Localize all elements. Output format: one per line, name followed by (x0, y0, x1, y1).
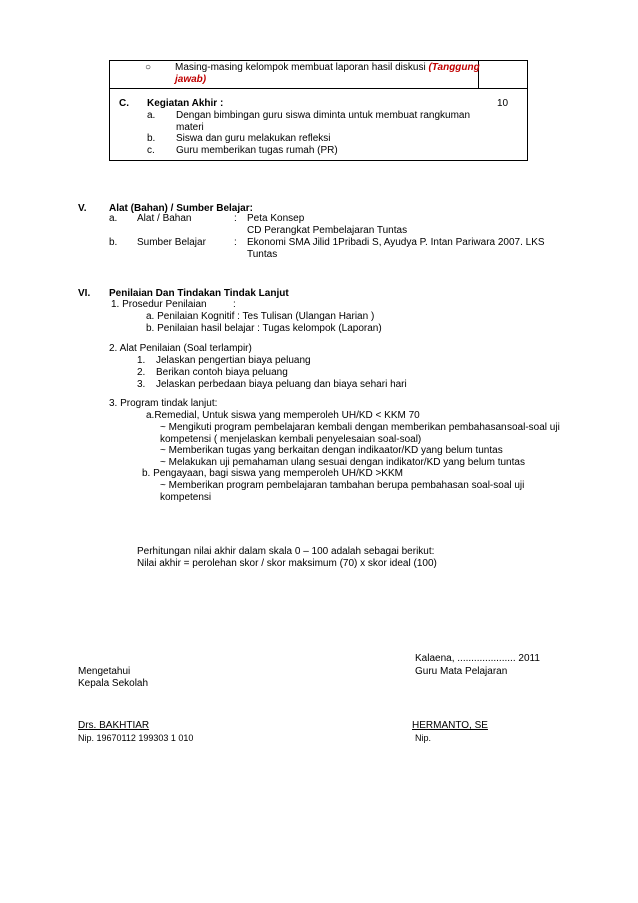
row1-text (175, 62, 480, 74)
sec5-row-letter: b. (109, 237, 118, 248)
pengayaan-item-cont: kompetensi (160, 492, 212, 503)
right-signer-name: HERMANTO, SE (412, 720, 488, 731)
section5-number: V. (78, 203, 87, 214)
section6-number: VI. (78, 288, 91, 299)
soal-text: Jelaskan perbedaan biaya peluang dan biaya sehari hari (156, 379, 407, 390)
prosedur-item-b: b. Penilaian hasil belajar : Tugas kelompok (Laporan) (146, 323, 382, 334)
left-signer-nip: Nip. 19670112 199303 1 010 (78, 733, 194, 743)
section5-title: Alat (Bahan) / Sumber Belajar: (109, 203, 253, 214)
row1-text-normal: Masing-masing kelompok membuat laporan hasil diskusi (175, 62, 429, 73)
row2-item-text: Siswa dan guru melakukan refleksi (176, 133, 331, 144)
prosedur-item-a: a. Penilaian Kognitif : Tes Tulisan (Ulangan Harian ) (146, 311, 375, 322)
table-border-right (527, 60, 528, 161)
left-signer-title: Mengetahui (78, 666, 131, 677)
row2-letter: C. (119, 98, 129, 109)
row1-text-red-2: jawab) (175, 74, 207, 85)
section6-title: Penilaian Dan Tindakan Tindak Lanjut (109, 288, 289, 299)
row1-text-red: (Tanggung (428, 62, 480, 73)
pengayaan-item: ~ Memberikan program pembelajaran tambahan berupa pembahasan soal-soal uji (160, 480, 525, 491)
sec5-row-label: Alat / Bahan (137, 213, 192, 224)
row2-item-text: Dengan bimbingan guru siswa diminta untuk membuat rangkuman (176, 110, 471, 121)
table-border-left (109, 60, 110, 161)
perhitungan-line: Perhitungan nilai akhir dalam skala 0 – 100 adalah sebagai berikut: (137, 546, 435, 557)
left-signer-name: Drs. BAKHTIAR (78, 720, 150, 731)
sec5-row-label: Sumber Belajar (137, 237, 206, 248)
row2-item-text-cont: materi (176, 122, 204, 133)
remedial-heading: a.Remedial, Untuk siswa yang memperoleh UH/KD < KKM 70 (146, 410, 420, 421)
soal-text: Berikan contoh biaya peluang (156, 367, 288, 378)
remedial-item-tail: soal-soal uji (507, 422, 560, 433)
table-border-top (109, 60, 528, 61)
right-signer-nip: Nip. (415, 733, 432, 743)
program-label: 3. Program tindak lanjut: (109, 398, 218, 409)
table-border-bottom (109, 160, 528, 161)
soal-num: 2. (137, 367, 146, 378)
place-date: Kalaena, ..................... 2011 (415, 653, 540, 664)
pengayaan-heading: b. Pengayaan, bagi siswa yang memperoleh UH/KD >KKM (142, 468, 403, 479)
alat-penilaian-label: 2. Alat Penilaian (Soal terlampir) (109, 343, 252, 354)
sec5-row-colon: : (234, 237, 237, 248)
remedial-item: ~ Mengikuti program pembelajaran kembali dengan memberikan pembahasan (160, 422, 507, 433)
bullet-circle: ○ (145, 62, 152, 73)
table-row-divider (109, 88, 528, 89)
row2-minutes: 10 (497, 98, 509, 109)
remedial-item: ~ Melakukan uji pemahaman ulang sesuai dengan indikator/KD yang belum tuntas (160, 457, 525, 468)
row2-item-letter: b. (147, 133, 156, 144)
soal-num: 3. (137, 379, 146, 390)
left-signer-role: Kepala Sekolah (78, 678, 149, 689)
soal-text: Jelaskan pengertian biaya peluang (156, 355, 311, 366)
sec5-row-colon: : (234, 213, 237, 224)
prosedur-colon: : (233, 299, 236, 310)
row2-item-text: Guru memberikan tugas rumah (PR) (176, 145, 338, 156)
sec5-row-value: Peta Konsep (247, 213, 305, 224)
nilai-akhir-formula: Nilai akhir = perolehan skor / skor maksimum (70) x skor ideal (100) (137, 558, 437, 569)
row2-title: Kegiatan Akhir : (147, 98, 224, 109)
sec5-row-value: Ekonomi SMA Jilid 1Pribadi S, Ayudya P. Intan Pariwara 2007. LKS (247, 237, 545, 248)
sec5-row-value-cont: Tuntas (247, 249, 278, 260)
row2-item-letter: c. (147, 145, 155, 156)
soal-num: 1. (137, 355, 146, 366)
sec5-row-value-cont: CD Perangkat Pembelajaran Tuntas (247, 225, 408, 236)
row2-item-letter: a. (147, 110, 156, 121)
remedial-item-cont: kompetensi ( menjelaskan kembali penyelesaian soal-soal) (160, 434, 422, 445)
right-signer-title: Guru Mata Pelajaran (415, 666, 508, 677)
prosedur-label: 1. Prosedur Penilaian (111, 299, 207, 310)
sec5-row-letter: a. (109, 213, 118, 224)
remedial-item: ~ Memberikan tugas yang berkaitan dengan indikaator/KD yang belum tuntas (160, 445, 503, 456)
